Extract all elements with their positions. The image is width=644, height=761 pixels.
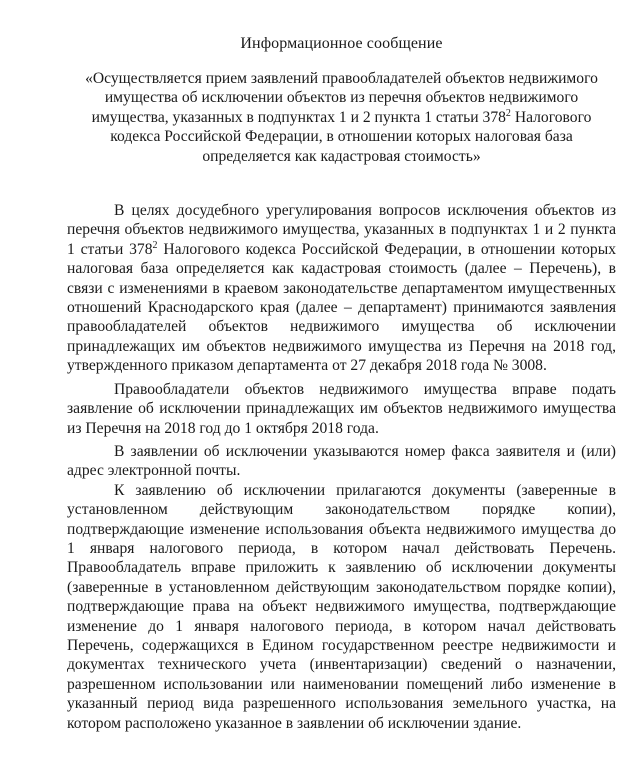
subject-text-start: «Осуществляется прием заявлений правообладателей объектов недвижимого имущества об исключении объектов из перечня объектов недвижимого имущества, указанных в подпунктах 1 и 2 пункта 1 статьи 378	[85, 70, 598, 126]
paragraph-purpose-end: Налогового кодекса Российской Федерации, в отношении которых налоговая база определяется как кадастровая стоимость (далее – Перечень), в связи с изменениями в краевом законодательстве департаментом имущественных отношений Краснодарского края (далее – департамент) принимаются заявления правообладателей объектов недвижимого имущества об исключении принадлежащих им объектов недвижимого имущества из Перечня на 2018 год, утвержденного приказом департамента от 27 декабря 2018 года № 3008.	[67, 240, 616, 375]
document-subject	[67, 69, 616, 166]
paragraph-contacts: В заявлении об исключении указываются номер факса заявителя и (или) адрес электронной почты.	[67, 442, 616, 480]
paragraph-deadline: Правообладатели объектов недвижимого имущества вправе подать заявление об исключении принадлежащих им объектов недвижимого имущества из Перечня на 2018 год до 1 октября 2018 года.	[67, 380, 616, 437]
paragraph-documents: К заявлению об исключении прилагаются документы (заверенные в установленном действующим законодательством порядке копии), подтверждающие изменение использования объекта недвижимого имущества до 1 января налогового периода, в котором начал действовать Перечень. Правообладатель вправе приложить к заявлению об исключении документы (заверенные в установленном действующим законодательством порядке копии), подтверждающие права на объект недвижимого имущества, подтверждающие изменение до 1 января налогового периода, в котором начал действовать Перечень, содержащихся в Едином государственном реестре недвижимости и документах технического учета (инвентаризации) сведений о назначении, разрешенном использовании или наименовании помещений либо изменение в указанный период вида разрешенного использования земельного участка, на котором расположено указанное в заявлении об исключении здание.	[67, 481, 616, 732]
paragraph-purpose-superscript: 2	[152, 239, 158, 251]
subject-superscript: 2	[505, 107, 511, 119]
paragraph-purpose	[67, 201, 616, 376]
paragraph-purpose-start: В целях досудебного урегулирования вопросов исключения объектов из перечня объектов недвижимого имущества, указанных в подпунктах 1 и 2 пункта 1 статьи 378	[67, 202, 616, 258]
document-body	[67, 201, 616, 733]
subject-text-end: Налогового кодекса Российской Федерации, в отношении которых налоговая база определяется как кадастровая стоимость»	[110, 108, 592, 165]
document-heading: Информационное сообщение	[240, 35, 443, 52]
